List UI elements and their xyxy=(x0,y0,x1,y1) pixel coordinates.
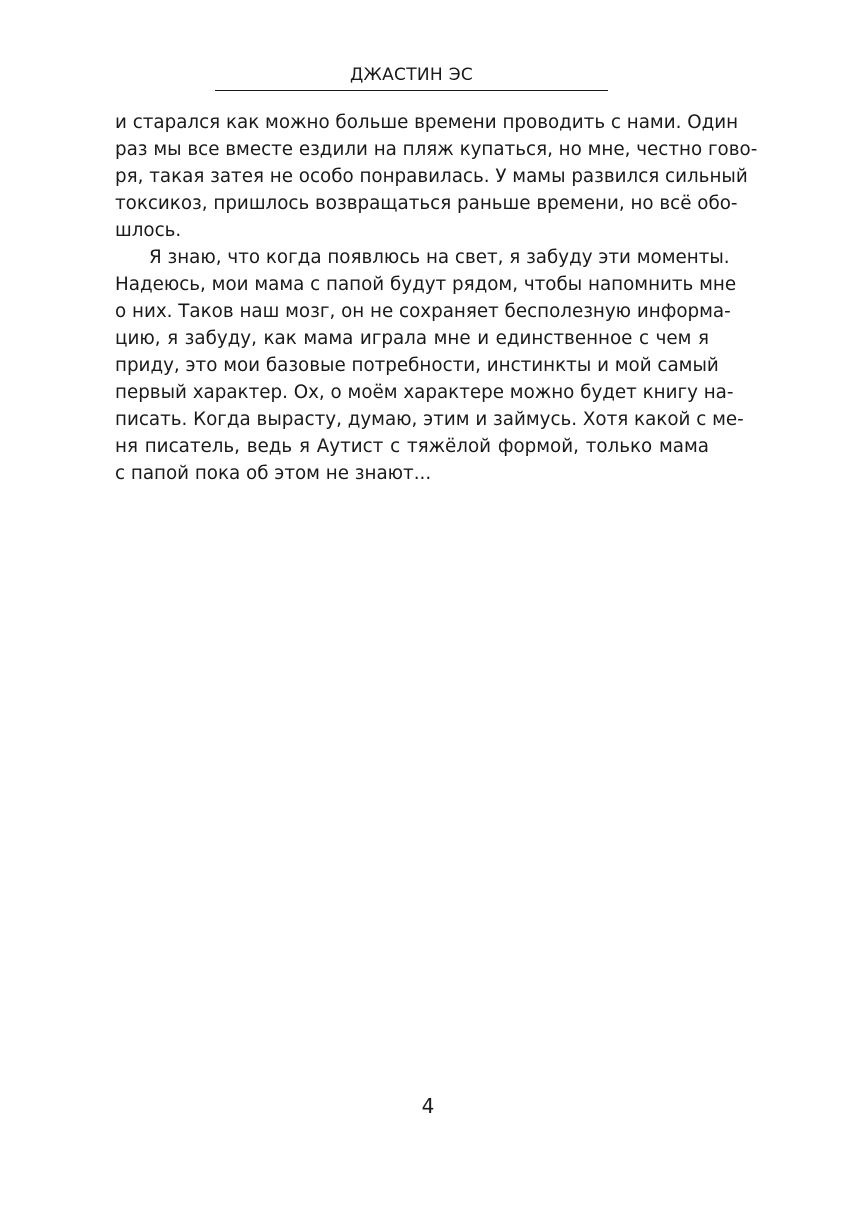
header-rule xyxy=(215,90,608,91)
running-header: ДЖАСТИН ЭС xyxy=(349,65,474,85)
text-line: шлось. xyxy=(115,220,182,241)
text-line: с папой пока об этом не знают... xyxy=(115,463,432,484)
text-line: раз мы все вместе ездили на пляж купаться, но мне, честно гово- xyxy=(115,139,758,160)
text-line: цию, я забуду, как мама играла мне и единственное с чем я xyxy=(115,328,709,349)
text-line: ня писатель, ведь я Аутист с тяжёлой формой, только мама xyxy=(115,436,709,457)
text-line: первый характер. Ох, о моём характере можно будет книгу на- xyxy=(115,382,734,403)
text-line: приду, это мои базовые потребности, инстинкты и мой самый xyxy=(115,355,719,376)
text-line: токсикоз, пришлось возвращаться раньше времени, но всё обо- xyxy=(115,193,738,214)
text-line: писать. Когда вырасту, думаю, этим и займусь. Хотя какой с ме- xyxy=(115,409,744,430)
paragraph-1 xyxy=(115,109,758,244)
text-line: о них. Таков наш мозг, он не сохраняет бесполезную информа- xyxy=(115,301,731,322)
text-line: Я знаю, что когда появлюсь на свет, я забуду эти моменты. xyxy=(149,247,730,268)
paragraph-2 xyxy=(115,244,744,487)
text-line: и старался как можно больше времени проводить с нами. Один xyxy=(115,112,739,133)
text-line: Надеюсь, мои мама с папой будут рядом, чтобы напомнить мне xyxy=(115,274,737,295)
page-number: 4 xyxy=(421,1094,435,1118)
body-text xyxy=(115,109,758,487)
text-line: ря, такая затея не особо понравилась. У мамы развился сильный xyxy=(115,166,748,187)
